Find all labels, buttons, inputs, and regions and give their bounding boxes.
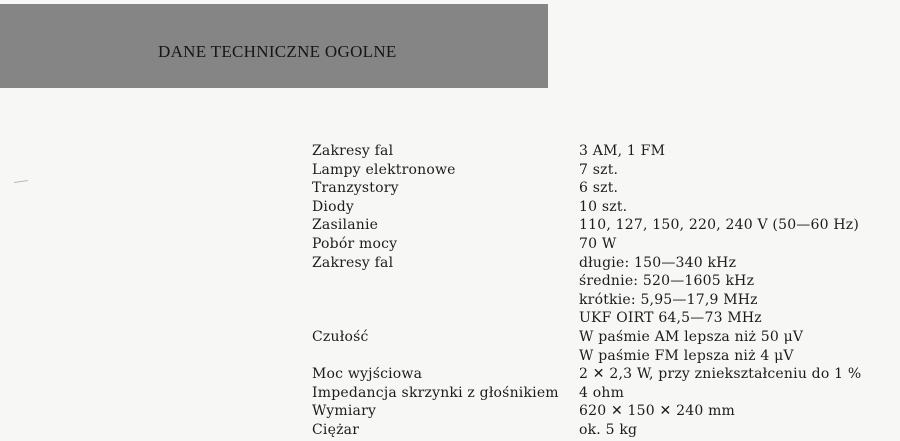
spec-row xyxy=(312,310,892,329)
spec-row xyxy=(312,403,892,422)
spec-value: średnie: 520—1605 kHz xyxy=(579,273,755,290)
spec-value: ok. 5 kg xyxy=(579,421,638,438)
spec-row xyxy=(312,385,892,404)
spec-label: Pobór mocy xyxy=(312,235,398,252)
spec-label: Ciężar xyxy=(312,421,360,438)
spec-row xyxy=(312,273,892,292)
spec-value: W paśmie AM lepsza niż 50 μV xyxy=(579,328,804,345)
spec-row xyxy=(312,199,892,218)
spec-value: UKF OIRT 64,5—73 MHz xyxy=(579,310,762,327)
spec-label: Moc wyjściowa xyxy=(312,366,423,383)
spec-row xyxy=(312,236,892,255)
spec-label: Tranzystory xyxy=(312,180,399,197)
spec-value: 620 ✕ 150 ✕ 240 mm xyxy=(579,403,736,420)
spec-row xyxy=(312,348,892,367)
spec-value: 70 W xyxy=(579,235,617,252)
spec-value: krótkie: 5,95—17,9 MHz xyxy=(579,291,758,308)
spec-label: Wymiary xyxy=(312,403,377,420)
spec-value: długie: 150—340 kHz xyxy=(579,254,737,271)
spec-row xyxy=(312,292,892,311)
spec-label: Impedancja skrzynki z głośnikiem xyxy=(312,384,559,401)
spec-value: 7 szt. xyxy=(579,161,619,178)
spec-value: 6 szt. xyxy=(579,180,619,197)
spec-row xyxy=(312,217,892,236)
spec-row xyxy=(312,180,892,199)
spec-value: 2 ✕ 2,3 W, przy zniekształceniu do 1 % xyxy=(579,366,862,383)
spec-row xyxy=(312,162,892,181)
spec-table xyxy=(312,143,892,441)
spec-value: 3 AM, 1 FM xyxy=(579,143,666,159)
spec-value: W paśmie FM lepsza niż 4 μV xyxy=(579,347,794,364)
spec-row xyxy=(312,143,892,162)
page-title: DANE TECHNICZNE OGOLNE xyxy=(158,42,397,61)
spec-label: Lampy elektronowe xyxy=(312,161,456,178)
scan-mark xyxy=(14,180,28,183)
spec-value: 110, 127, 150, 220, 240 V (50—60 Hz) xyxy=(579,217,860,234)
spec-label: Zakresy fal xyxy=(312,254,394,271)
spec-value: 4 ohm xyxy=(579,384,625,401)
spec-label: Czułość xyxy=(312,328,369,345)
spec-row xyxy=(312,366,892,385)
spec-label: Zasilanie xyxy=(312,217,379,234)
spec-value: 10 szt. xyxy=(579,198,628,215)
spec-label: Diody xyxy=(312,198,355,215)
spec-label: Zakresy fal xyxy=(312,143,394,159)
spec-row xyxy=(312,422,892,441)
spec-row xyxy=(312,255,892,274)
spec-row xyxy=(312,329,892,348)
